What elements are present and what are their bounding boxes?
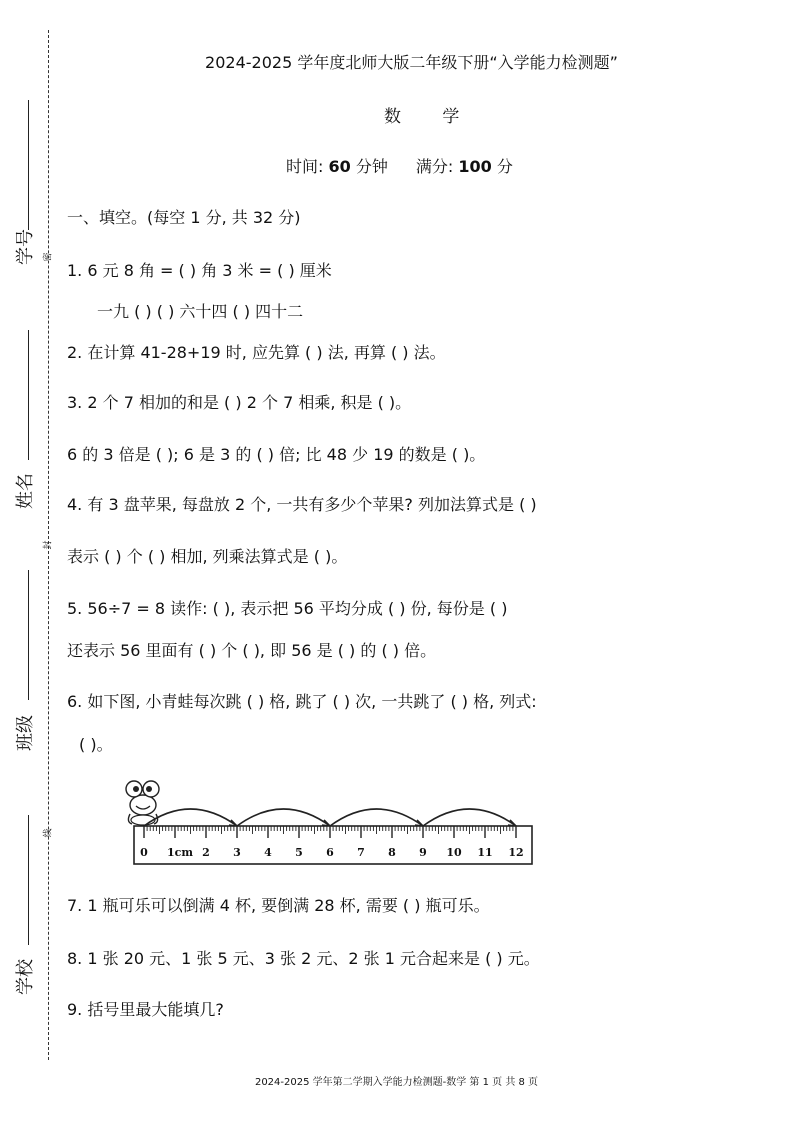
question-5-line-2: 还表示 56 里面有 ( ) 个 ( ), 即 56 是 ( ) 的 ( ) 倍。	[67, 641, 437, 660]
frog-ruler-figure	[110, 772, 540, 872]
frog-icon	[126, 781, 159, 825]
ruler-tick-label: 4	[264, 846, 272, 859]
ruler-tick-label: 12	[508, 846, 524, 859]
jump-arc	[423, 809, 516, 826]
question-4-line-2: 表示 ( ) 个 ( ) 相加, 列乘法算式是 ( )。	[67, 547, 348, 566]
jump-arc	[237, 809, 330, 826]
ruler-tick-label: 6	[326, 846, 334, 859]
time-unit: 分钟	[350, 157, 388, 176]
question-1-line-1: 1. 6 元 8 角 = ( ) 角 3 米 = ( ) 厘米	[67, 261, 332, 280]
ruler-tick-label: 2	[202, 846, 210, 859]
question-1-line-2: 一九 ( ) ( ) 六十四 ( ) 四十二	[97, 302, 304, 321]
seal-mark-mi: 密	[43, 252, 54, 262]
question-9: 9. 括号里最大能填几?	[67, 1000, 224, 1019]
jump-arcs	[144, 809, 516, 826]
question-4-line-1: 4. 有 3 盘苹果, 每盘放 2 个, 一共有多少个苹果? 列加法算式是 ( )	[67, 495, 537, 514]
ruler-tick-label: 9	[419, 846, 427, 859]
jump-arc	[330, 809, 423, 826]
question-3-line-2: 6 的 3 倍是 ( ); 6 是 3 的 ( ) 倍; 比 48 少 19 的数是 ( )。	[67, 445, 486, 464]
question-6-line-1: 6. 如下图, 小青蛙每次跳 ( ) 格, 跳了 ( ) 次, 一共跳了 ( ) 格, 列式:	[67, 692, 537, 711]
ruler-tick-label: 11	[477, 846, 493, 859]
ruler-tick-label: 3	[233, 846, 241, 859]
seal-mark-xian: 线	[43, 828, 54, 838]
ruler-tick-label: 5	[295, 846, 303, 859]
subject-title: 数 学	[384, 107, 478, 127]
question-3-line-1: 3. 2 个 7 相加的和是 ( ) 2 个 7 相乘, 积是 ( )。	[67, 393, 412, 412]
ruler-tick-label: 0	[140, 846, 148, 859]
class-label: 班级	[15, 715, 36, 751]
name-label: 姓名	[15, 473, 36, 509]
ruler-tick-label: 1cm	[167, 846, 193, 859]
school-label: 学校	[15, 959, 36, 995]
exam-meta	[286, 154, 513, 177]
score-unit: 分	[491, 157, 513, 176]
name-line	[28, 330, 29, 460]
class-line	[28, 570, 29, 700]
time-value: 60	[328, 157, 351, 176]
question-6-line-2: ( )。	[79, 735, 113, 754]
question-5-line-1: 5. 56÷7 = 8 读作: ( ), 表示把 56 平均分成 ( ) 份, 每份是 ( )	[67, 599, 508, 618]
jump-arc	[144, 809, 237, 826]
time-label: 时间:	[286, 157, 329, 176]
page-footer: 2024-2025 学年第二学期入学能力检测题-数学 第 1 页 共 8 页	[254, 1077, 539, 1088]
student-id-line	[28, 100, 29, 230]
school-line	[28, 815, 29, 945]
page-title: 2024-2025 学年度北师大版二年级下册“入学能力检测题”	[205, 53, 618, 72]
score-label: 满分:	[415, 157, 459, 176]
score-value: 100	[458, 157, 492, 176]
section-heading: 一、填空。(每空 1 分, 共 32 分)	[67, 208, 301, 227]
student-id-label: 学号	[15, 229, 36, 265]
ruler-tick-label: 8	[388, 846, 396, 859]
ruler-tick-label: 10	[446, 846, 462, 859]
ruler-tick-label: 7	[357, 846, 365, 859]
question-7: 7. 1 瓶可乐可以倒满 4 杯, 要倒满 28 杯, 需要 ( ) 瓶可乐。	[67, 896, 490, 915]
seal-mark-feng: 封	[43, 540, 54, 550]
question-8: 8. 1 张 20 元、1 张 5 元、3 张 2 元、2 张 1 元合起来是 ( ) 元。	[67, 949, 540, 968]
question-2: 2. 在计算 41-28+19 时, 应先算 ( ) 法, 再算 ( ) 法。	[67, 343, 446, 362]
